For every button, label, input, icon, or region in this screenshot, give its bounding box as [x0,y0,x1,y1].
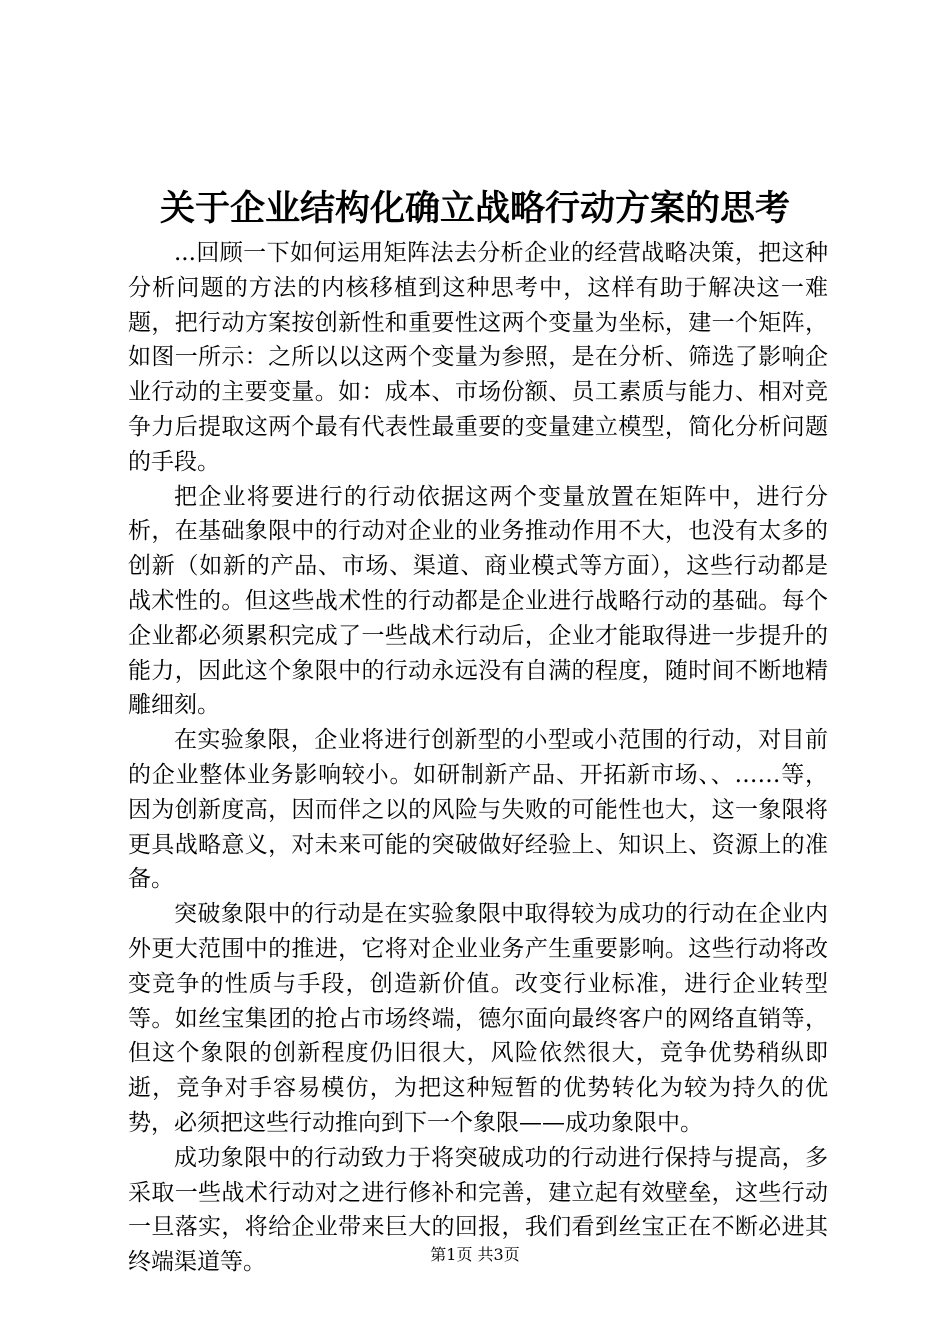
paragraph-1: ...回顾一下如何运用矩阵法去分析企业的经营战略决策，把这种分析问题的方法的内核移植到这种思考中，这样有助于解决这一难题，把行动方案按创新性和重要性这两个变量为坐标，建一个矩阵，如图一所示：之所以以这两个变量为参照，是在分析、筛选了影响企业行动的主要变量。如：成本、市场份额、员工素质与能力、相对竞争力后提取这两个最有代表性最重要的变量建立模型，简化分析问题的手段。 [128,240,828,475]
document-title: 关于企业结构化确立战略行动方案的思考 [159,188,790,229]
paragraph-5: 成功象限中的行动致力于将突破成功的行动进行保持与提高，多采取一些战术行动对之进行修补和完善，建立起有效壁垒，这些行动一旦落实，将给企业带来巨大的回报，我们看到丝宝正在不断必进其终端渠道等。 [128,1144,828,1276]
paragraph-2: 把企业将要进行的行动依据这两个变量放置在矩阵中，进行分析，在基础象限中的行动对企业的业务推动作用不大，也没有太多的创新（如新的产品、市场、渠道、商业模式等方面），这些行动都是战术性的。但这些战术性的行动都是企业进行战略行动的基础。每个企业都必须累积完成了一些战术行动后，企业才能取得进一步提升的能力，因此这个象限中的行动永远没有自满的程度，随时间不断地精雕细刻。 [128,483,828,719]
paragraph-4: 突破象限中的行动是在实验象限中取得较为成功的行动在企业内外更大范围中的推进，它将对企业业务产生重要影响。这些行动将改变竞争的性质与手段，创造新价值。改变行业标准，进行企业转型等。如丝宝集团的抢占市场终端，德尔面向最终客户的网络直销等，但这个象限的创新程度仍旧很大，风险依然很大，竞争优势稍纵即逝，竞争对手容易模仿，为把这种短暂的优势转化为较为持久的优势，必须把这些行动推向到下一个象限——成功象限中。 [128,901,828,1136]
page-footer: 第1页 共3页 [430,1245,520,1264]
paragraph-3: 在实验象限，企业将进行创新型的小型或小范围的行动，对目前的企业整体业务影响较小。如研制新产品、开拓新市场、、……等，因为创新度高，因而伴之以的风险与失败的可能性也大，这一象限将更具战略意义，对未来可能的突破做好经验上、知识上、资源上的准备。 [128,727,828,893]
document-body [128,236,828,1280]
